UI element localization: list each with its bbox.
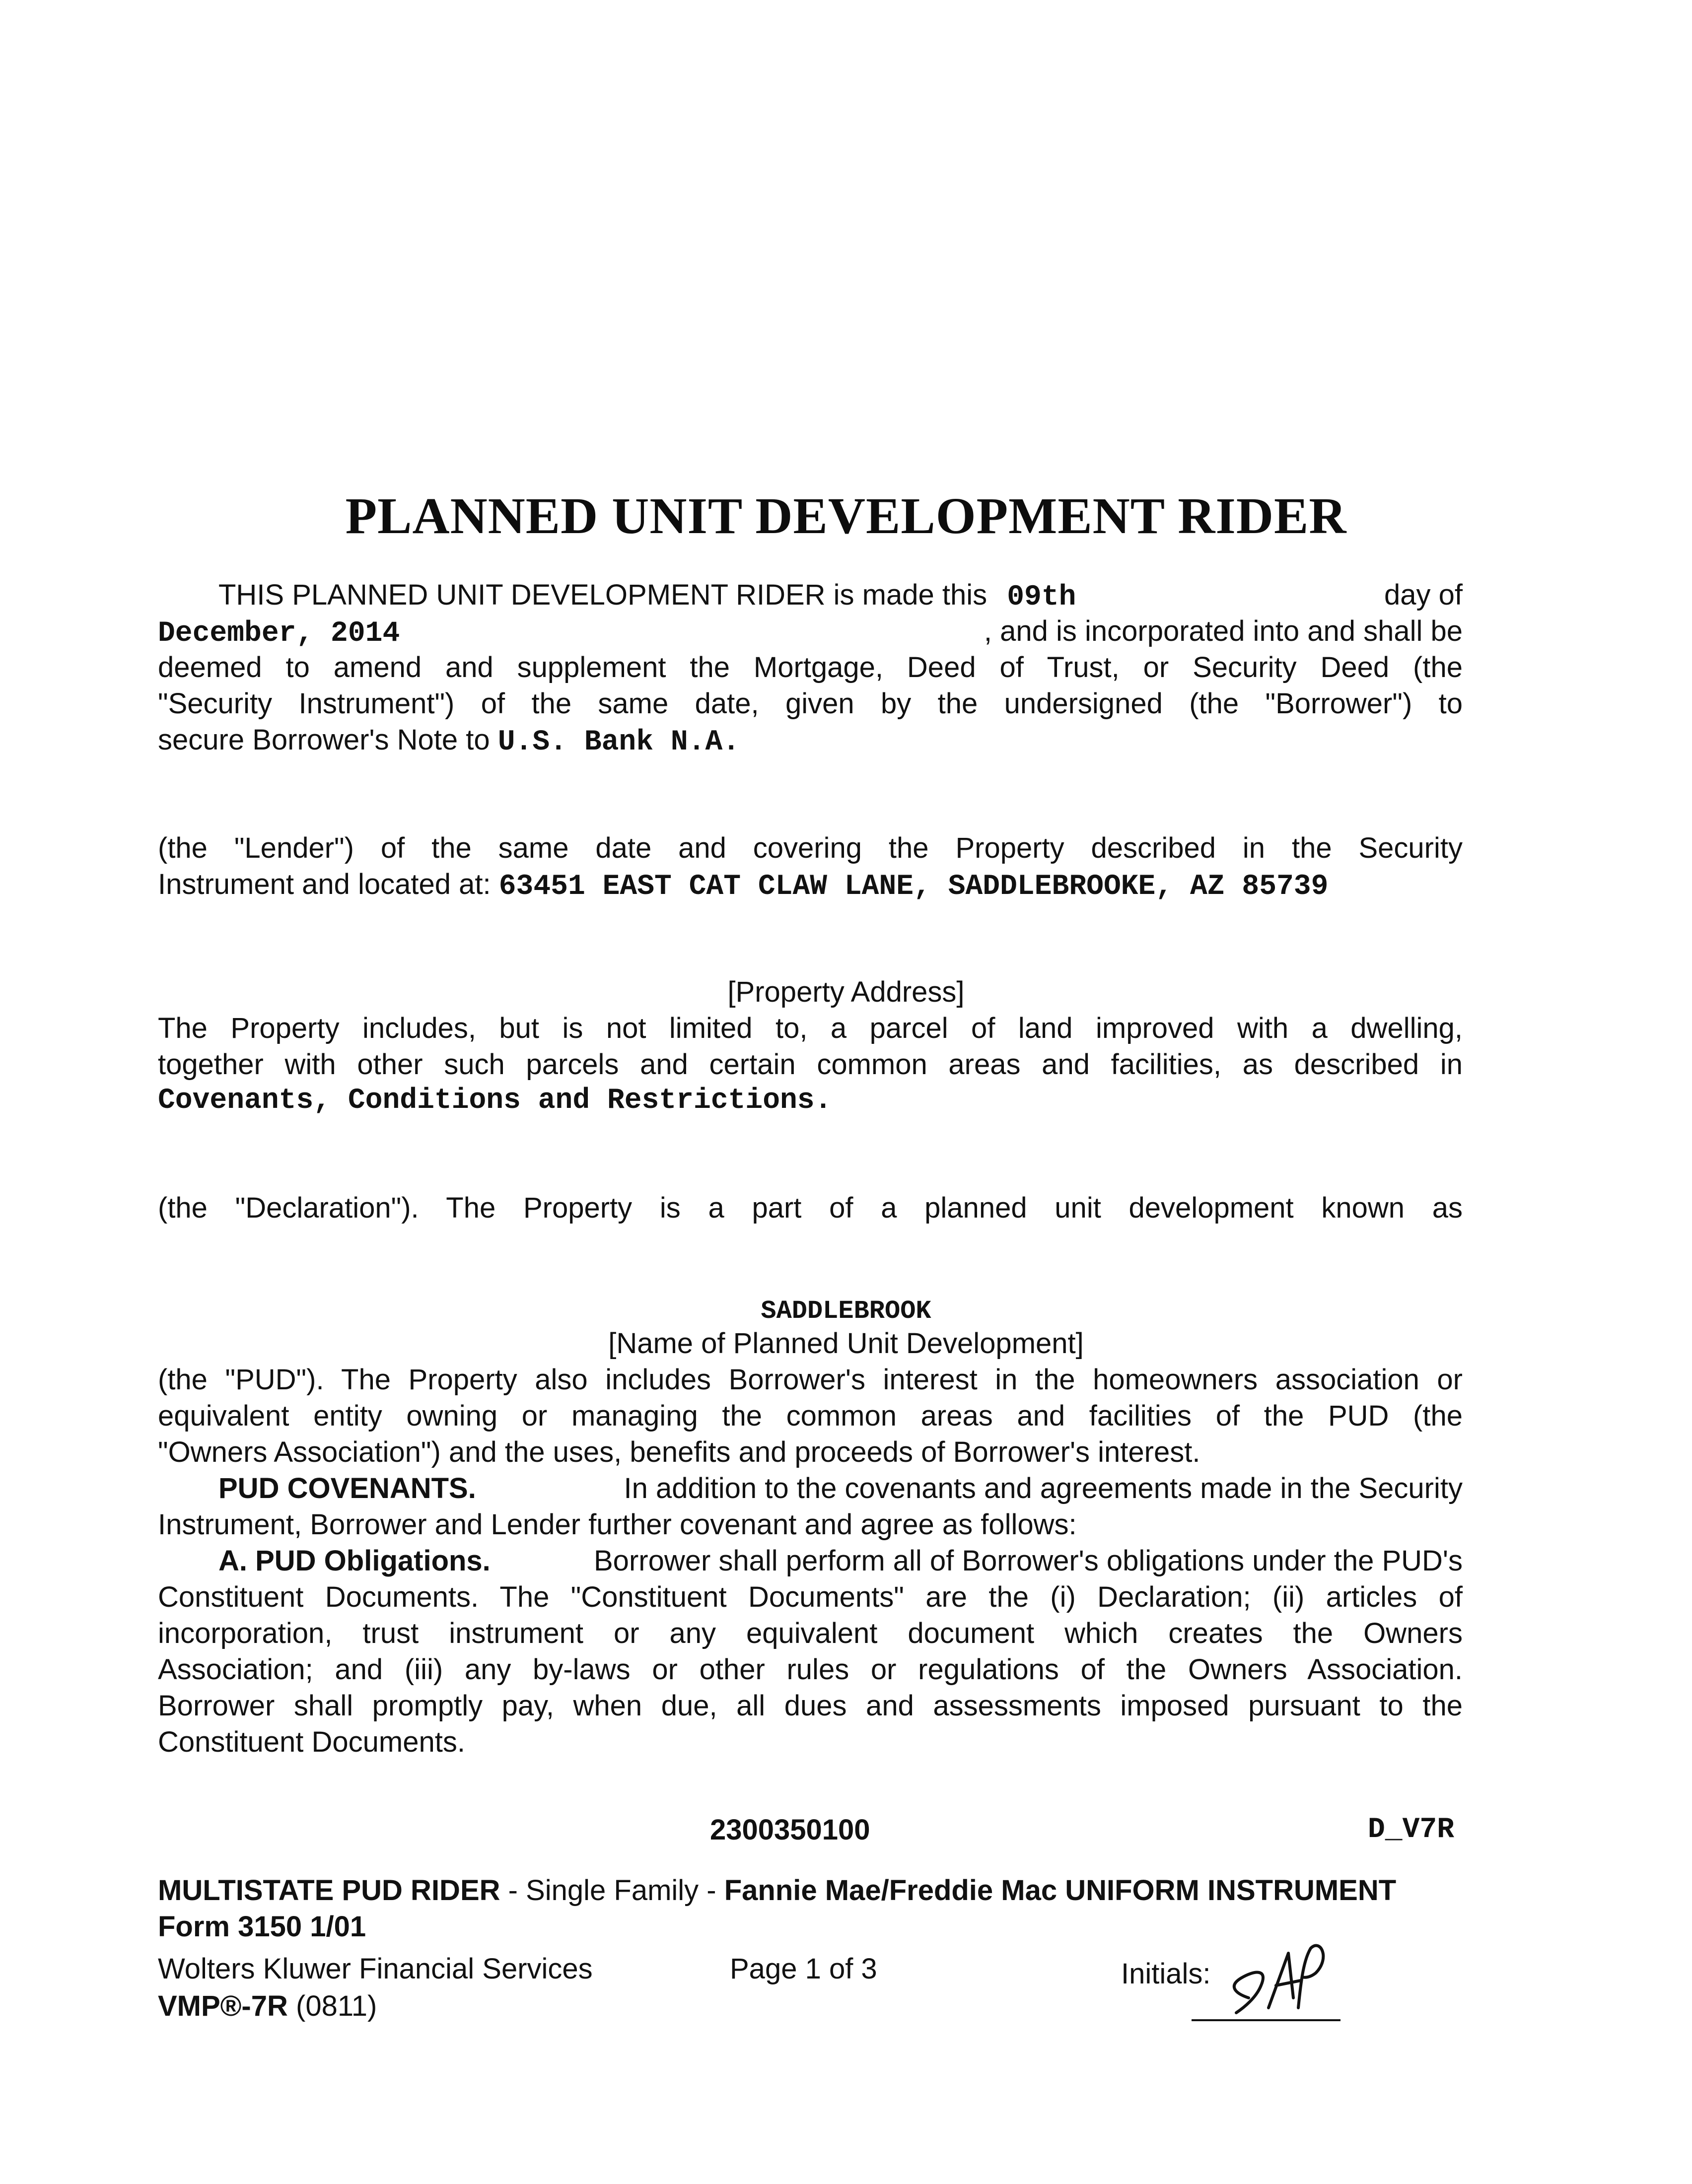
property-line-2: together with other such parcels and certain common areas and facilities, as described in: [158, 1048, 1463, 1081]
uniform-instrument-label: Fannie Mae/Freddie Mac UNIFORM INSTRUMENT: [724, 1874, 1397, 1907]
page-number: Page 1 of 3: [730, 1953, 877, 1985]
document-title: PLANNED UNIT DEVELOPMENT RIDER: [345, 487, 1347, 545]
pud-line-2: equivalent entity owning or managing the common areas and facilities of the PUD (the: [158, 1400, 1463, 1432]
intro-note-prefix: secure Borrower's Note to: [158, 724, 490, 756]
lender-line-2: [158, 866, 1328, 905]
property-line-1: The Property includes, but is not limited to, a parcel of land improved with a dwelling,: [158, 1012, 1463, 1044]
property-address-label: [Property Address]: [727, 976, 965, 1008]
covenants-heading: PUD COVENANTS.: [218, 1472, 476, 1504]
lender-line-1: (the "Lender") of the same date and covering the Property described in the Security: [158, 832, 1463, 864]
intro-line2-rest: , and is incorporated into and shall be: [984, 615, 1463, 647]
multistate-label: MULTISTATE PUD RIDER: [158, 1874, 500, 1907]
intro-line-3: deemed to amend and supplement the Mortgage, Deed of Trust, or Security Deed (the: [158, 651, 1463, 683]
section-a-line-2: Constituent Documents. The "Constituent Documents" are the (i) Declaration; (ii) articles of: [158, 1581, 1463, 1613]
intro-line-1: [218, 577, 1463, 615]
form-code: D_V7R: [1368, 1814, 1455, 1846]
pud-line-1: (the "PUD"). The Property also includes Borrower's interest in the homeowners association or: [158, 1364, 1463, 1396]
covenants-line1-rest: In addition to the covenants and agreements made in the Security: [624, 1472, 1463, 1504]
declaration-line: (the "Declaration"). The Property is a part of a planned unit development known as: [158, 1192, 1463, 1224]
section-a-line-1: [218, 1543, 1463, 1579]
initials-label: Initials:: [1121, 1958, 1211, 1990]
single-family-label: - Single Family -: [500, 1874, 724, 1907]
form-number: Form 3150 1/01: [158, 1911, 366, 1943]
intro-month-year: December, 2014: [158, 617, 400, 650]
section-a-line1-rest: Borrower shall perform all of Borrower's obligations under the PUD's: [594, 1545, 1463, 1577]
footer-form-title: [158, 1872, 1469, 1909]
section-a-line-5: Borrower shall promptly pay, when due, all dues and assessments imposed pursuant to the: [158, 1690, 1463, 1722]
intro-day-of: day of: [1384, 579, 1463, 611]
section-a-line-4: Association; and (iii) any by-laws or other rules or regulations of the Owners Association.: [158, 1653, 1463, 1686]
pud-name: SADDLEBROOK: [761, 1297, 931, 1326]
section-a-heading: A. PUD Obligations.: [218, 1545, 491, 1577]
pud-line-3: "Owners Association") and the uses, benefits and proceeds of Borrower's interest.: [158, 1436, 1200, 1468]
located-at-prefix: Instrument and located at:: [158, 868, 491, 900]
declaration-name: Covenants, Conditions and Restrictions.: [158, 1085, 832, 1117]
vmp-code-rest: (0811): [287, 1990, 377, 2022]
initials-line: [1192, 2019, 1340, 2021]
initials-signature: [1214, 1938, 1333, 2020]
lender-name: U.S. Bank N.A.: [497, 726, 740, 758]
intro-prefix: THIS PLANNED UNIT DEVELOPMENT RIDER is made this: [218, 579, 987, 611]
publisher: Wolters Kluwer Financial Services: [158, 1953, 593, 1985]
intro-line-4: "Security Instrument") of the same date, given by the undersigned (the "Borrower") to: [158, 687, 1463, 720]
pud-name-label: [Name of Planned Unit Development]: [608, 1327, 1084, 1360]
intro-line-5: [158, 722, 740, 760]
intro-line-2: [158, 613, 1463, 652]
covenants-line-2: Instrument, Borrower and Lender further covenant and agree as follows:: [158, 1508, 1077, 1541]
property-address: 63451 EAST CAT CLAW LANE, SADDLEBROOKE, AZ 85739: [498, 871, 1329, 903]
vmp-code-bold: VMP®-7R: [158, 1990, 288, 2022]
loan-number: 2300350100: [710, 1814, 870, 1846]
vmp-code: [158, 1988, 377, 2024]
section-a-line-3: incorporation, trust instrument or any equivalent document which creates the Owners: [158, 1617, 1463, 1649]
covenants-line-1: [218, 1470, 1463, 1506]
section-a-line-6: Constituent Documents.: [158, 1726, 465, 1758]
intro-day: 09th: [1007, 581, 1076, 614]
